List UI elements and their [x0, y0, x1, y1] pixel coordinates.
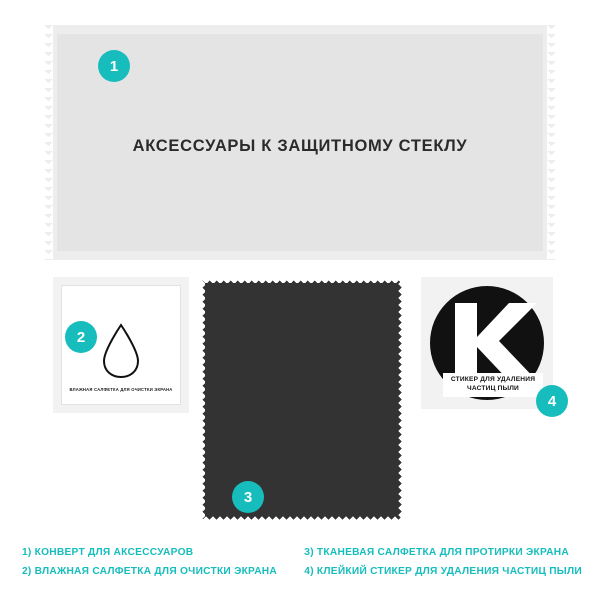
legend-item-3: 3) ТКАНЕВАЯ САЛФЕТКА ДЛЯ ПРОТИРКИ ЭКРАНА: [304, 547, 569, 558]
legend-column-right: [304, 543, 582, 582]
water-drop-icon: [99, 322, 143, 385]
callout-badge-1: 1: [98, 50, 130, 82]
cloth-zigzag-right-edge: [398, 277, 404, 522]
legend-column-left: [22, 543, 286, 582]
callout-badge-2: 2: [65, 321, 97, 353]
envelope-title: АКСЕССУАРЫ К ЗАЩИТНОМУ СТЕКЛУ: [132, 137, 468, 155]
legend-item-4: 4) КЛЕЙКИЙ СТИКЕР ДЛЯ УДАЛЕНИЯ ЧАСТИЦ ПЫЛИ: [304, 566, 582, 578]
cloth-zigzag-bottom-edge: [199, 516, 404, 522]
callout-badge-3: 3: [232, 481, 264, 513]
dust-removal-sticker: [421, 277, 553, 409]
legend: [22, 543, 582, 582]
sticker-label-line-2: ЧАСТИЦ ПЫЛИ: [466, 385, 519, 393]
cloth-zigzag-left-edge: [199, 277, 205, 522]
callout-badge-4: 4: [536, 385, 568, 417]
sticker-label-line-1: СТИКЕР ДЛЯ УДАЛЕНИЯ: [450, 376, 536, 384]
cloth-zigzag-top-edge: [199, 277, 404, 283]
wet-wipe-caption: ВЛАЖНАЯ САЛФЕТКА ДЛЯ ОЧИСТКИ ЭКРАНА: [69, 387, 173, 392]
microfiber-cloth: [199, 277, 404, 522]
legend-item-2: 2) ВЛАЖНАЯ САЛФЕТКА ДЛЯ ОЧИСТКИ ЭКРАНА: [22, 566, 278, 578]
legend-item-1: 1) КОНВЕРТ ДЛЯ АКСЕССУАРОВ: [22, 547, 194, 558]
sticker-label: [443, 373, 543, 397]
